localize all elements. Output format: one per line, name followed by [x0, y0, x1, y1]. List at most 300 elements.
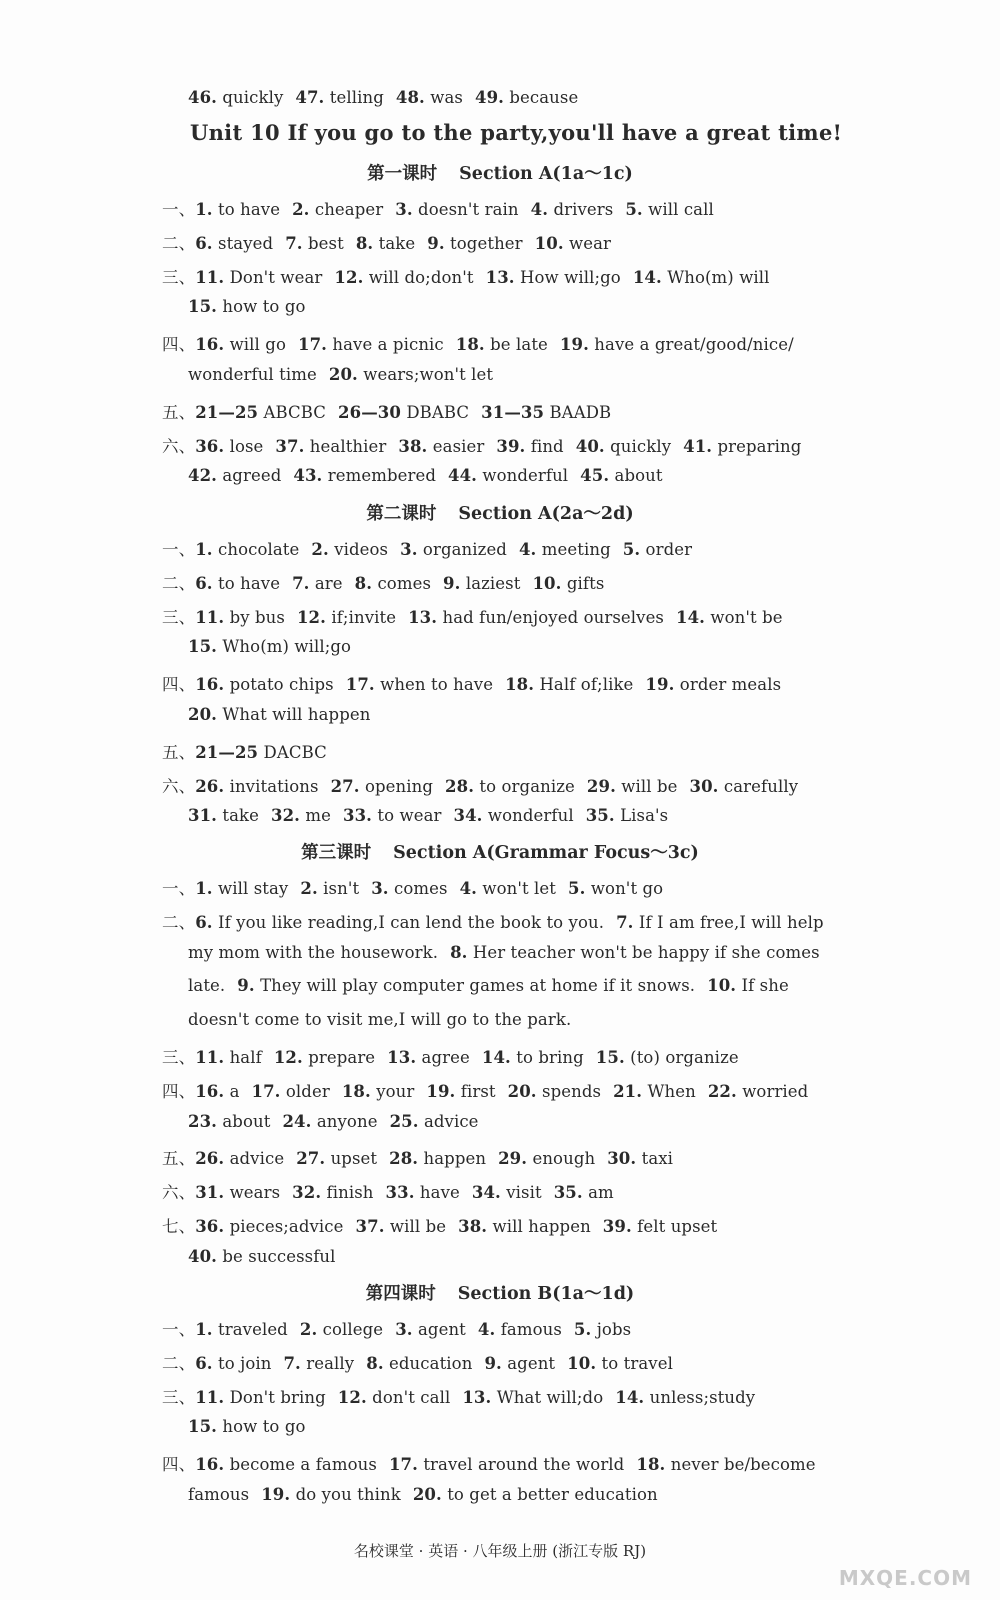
question-number: 15. — [188, 1417, 218, 1437]
answer-text: advice — [423, 1111, 479, 1131]
answer-text: worried — [742, 1081, 809, 1101]
question-number: 19. — [426, 1081, 456, 1101]
answer-text: taxi — [641, 1149, 674, 1169]
answer-text: invitations — [229, 776, 319, 796]
answer-text: They will play computer games at home if it snows. — [260, 976, 696, 996]
answer-text: do you think — [295, 1485, 401, 1504]
lesson-label: 第一课时 — [367, 164, 438, 184]
answer-text: how to go — [222, 1417, 306, 1437]
part-label: 一、 — [162, 1320, 196, 1339]
question-number: 41. — [683, 436, 713, 456]
answer-text: a — [229, 1081, 240, 1101]
answer-text: wonderful — [487, 806, 574, 826]
answer-line — [188, 1485, 658, 1504]
answer-text: stayed — [218, 233, 274, 253]
answer-text: have a picnic — [332, 335, 444, 355]
answer-text: agreed — [222, 466, 282, 486]
question-number: 18. — [341, 1081, 371, 1101]
question-number: 11. — [195, 1048, 225, 1067]
question-number: 14. — [481, 1048, 511, 1067]
question-number: 4. — [477, 1320, 496, 1339]
question-number: 38. — [458, 1217, 488, 1236]
answer-text: order — [645, 540, 693, 559]
question-number: 39. — [496, 436, 526, 456]
answer-text: together — [450, 233, 523, 253]
part-label: 五、 — [162, 1149, 196, 1169]
question-number: 11. — [195, 607, 225, 627]
question-number: 11. — [195, 1387, 225, 1407]
answer-text: never be/become — [670, 1455, 816, 1475]
answer-text: DBABC — [406, 402, 470, 422]
answer-text: If she — [741, 976, 789, 996]
answer-text: agent — [507, 1353, 556, 1373]
answer-text: will happen — [492, 1217, 591, 1236]
answer-text: won't be — [710, 607, 783, 627]
answer-line — [162, 1145, 673, 1169]
question-number: 18. — [505, 675, 535, 695]
question-number: 28. — [389, 1149, 419, 1169]
question-number: 24. — [282, 1111, 312, 1131]
question-number: 11. — [195, 267, 225, 287]
answer-line — [188, 466, 663, 485]
question-number: 49. — [475, 88, 505, 107]
question-number: 26. — [195, 776, 225, 796]
answer-text: wear — [569, 233, 612, 253]
question-number: 32. — [292, 1183, 322, 1203]
question-number: 10. — [707, 976, 737, 996]
question-number: 12. — [337, 1387, 367, 1407]
question-number: 46. — [188, 88, 218, 107]
question-number: 31. — [188, 806, 218, 826]
question-number: 36. — [195, 1217, 225, 1236]
answer-text: If you like reading,I can lend the book to you. — [218, 912, 605, 932]
question-number: 30. — [607, 1149, 637, 1169]
part-label: 三、 — [162, 267, 196, 287]
question-number: 33. — [385, 1183, 415, 1203]
answer-text: travel around the world — [423, 1455, 625, 1475]
answer-text: education — [389, 1353, 473, 1373]
question-number: 36. — [195, 436, 225, 456]
answer-line — [188, 637, 351, 656]
answer-text: opening — [364, 776, 434, 796]
question-number: 3. — [400, 540, 418, 559]
answer-line — [162, 264, 770, 288]
question-number: 10. — [567, 1353, 597, 1373]
answer-line — [162, 1179, 614, 1203]
answer-line — [162, 1451, 816, 1475]
question-number: 5. — [625, 200, 643, 219]
question-number: 23. — [188, 1111, 218, 1131]
question-number: 8. — [366, 1353, 384, 1373]
answer-text: are — [314, 573, 343, 593]
question-number: 7. — [616, 912, 634, 932]
answer-text: take — [378, 233, 416, 253]
part-label: 六、 — [162, 1183, 196, 1203]
question-number: 18. — [455, 335, 485, 355]
section-title — [0, 1280, 1000, 1305]
answer-line — [162, 1213, 717, 1237]
answer-line — [188, 1417, 306, 1436]
answer-text: quickly — [610, 436, 672, 456]
watermark: MXQE.COM — [838, 1566, 972, 1590]
answer-text: isn't — [323, 879, 360, 898]
question-number: 15. — [188, 297, 218, 317]
answer-text: agree — [421, 1048, 470, 1067]
question-number: 1. — [195, 200, 213, 219]
answer-line — [162, 399, 611, 423]
question-number: 9. — [443, 573, 461, 593]
question-number: 30. — [689, 776, 719, 796]
question-number: 31—35 — [481, 402, 545, 422]
answer-line — [162, 570, 604, 594]
answer-line — [162, 433, 801, 457]
question-number: 37. — [275, 436, 305, 456]
answer-text: wears — [229, 1183, 281, 1203]
question-number: 14. — [632, 267, 662, 287]
part-label: 四、 — [162, 675, 196, 695]
answer-line — [162, 536, 692, 560]
question-number: 12. — [334, 267, 364, 287]
answer-line — [162, 909, 824, 933]
question-number: 34. — [471, 1183, 501, 1203]
question-number: 32. — [271, 806, 301, 826]
answer-text: to organize — [479, 776, 575, 796]
question-number: 35. — [585, 806, 615, 826]
section-title — [0, 839, 1000, 864]
answer-text: will call — [648, 200, 714, 219]
answer-text: take — [222, 806, 260, 826]
part-label: 五、 — [162, 402, 196, 422]
question-number: 19. — [645, 675, 675, 695]
question-number: 12. — [273, 1048, 303, 1067]
question-number: 38. — [398, 436, 428, 456]
question-number: 20. — [328, 365, 358, 384]
question-number: 17. — [297, 335, 327, 355]
answer-text: What will happen — [222, 705, 371, 724]
answer-text: healthier — [309, 436, 387, 456]
answer-text: wears;won't let — [363, 365, 494, 384]
answer-line — [188, 88, 578, 107]
answer-text: Don't wear — [229, 267, 323, 287]
answer-text: What will;do — [496, 1387, 604, 1407]
answer-text: will be — [621, 776, 678, 796]
question-number: 35. — [553, 1183, 583, 1203]
answer-text: chocolate — [218, 540, 300, 559]
question-number: 26—30 — [338, 402, 401, 422]
part-label: 三、 — [162, 607, 196, 627]
part-label: 二、 — [162, 573, 196, 593]
question-number: 8. — [355, 233, 374, 253]
answer-text: laziest — [465, 573, 521, 593]
answer-line — [188, 365, 493, 384]
answer-text: visit — [506, 1183, 542, 1203]
answer-line — [162, 875, 663, 899]
answer-text: will be — [389, 1217, 447, 1236]
answer-text: comes — [394, 879, 448, 898]
answer-text: am — [588, 1183, 614, 1203]
answer-text: won't let — [482, 879, 557, 898]
answer-text: traveled — [218, 1320, 288, 1339]
question-number: 13. — [485, 267, 515, 287]
answer-line — [188, 705, 370, 724]
question-number: 3. — [395, 1320, 413, 1339]
question-number: 12. — [296, 607, 326, 627]
answer-text: order meals — [679, 675, 782, 695]
part-label: 一、 — [162, 200, 196, 219]
answer-text: to bring — [516, 1048, 584, 1067]
answer-text: gifts — [566, 573, 605, 593]
question-number: 8. — [450, 942, 468, 962]
answer-text: enough — [532, 1149, 596, 1169]
answer-text: famous — [188, 1485, 250, 1504]
part-label: 一、 — [162, 540, 196, 559]
question-number: 18. — [636, 1455, 666, 1475]
question-number: 44. — [447, 466, 477, 486]
answer-text: preparing — [717, 436, 802, 456]
answer-text: half — [229, 1048, 262, 1067]
answer-text: When — [647, 1081, 696, 1101]
answer-text: will stay — [218, 879, 289, 898]
question-number: 6. — [195, 912, 213, 932]
question-number: 15. — [188, 637, 218, 657]
question-number: 25. — [389, 1111, 419, 1131]
question-number: 9. — [427, 233, 445, 253]
answer-text: doesn't come to visit me,I will go to the park. — [188, 1010, 572, 1030]
answer-text: prepare — [308, 1048, 376, 1067]
question-number: 40. — [188, 1246, 218, 1266]
question-number: 21. — [613, 1081, 643, 1101]
answer-text: remembered — [327, 466, 436, 486]
question-number: 1. — [195, 1320, 213, 1339]
answer-line — [188, 1247, 336, 1266]
answer-text: to get a better education — [447, 1485, 658, 1504]
question-number: 10. — [532, 573, 562, 593]
question-number: 40. — [575, 436, 605, 456]
part-label: 四、 — [162, 335, 196, 355]
question-number: 21—25 — [195, 742, 259, 762]
answer-text: organized — [422, 540, 507, 559]
question-number: 5. — [568, 879, 586, 898]
question-number: 22. — [707, 1081, 737, 1101]
answer-text: be successful — [222, 1246, 336, 1266]
answer-text: telling — [329, 88, 384, 107]
question-number: 26. — [195, 1149, 225, 1169]
answer-text: if;invite — [331, 607, 397, 627]
question-number: 13. — [387, 1048, 417, 1067]
answer-text: videos — [334, 540, 389, 559]
question-number: 33. — [343, 806, 373, 826]
question-number: 8. — [354, 573, 373, 593]
lesson-label: 第三课时 — [301, 843, 372, 863]
question-number: 1. — [195, 540, 213, 559]
section-label: Section B(1a～1d) — [457, 1284, 635, 1304]
answer-text: become a famous — [229, 1455, 377, 1475]
question-number: 2. — [300, 879, 318, 898]
answer-text: Lisa's — [620, 806, 669, 826]
answer-line — [162, 230, 611, 254]
answer-line — [162, 773, 798, 797]
question-number: 6. — [195, 573, 213, 593]
question-number: 29. — [498, 1149, 528, 1169]
answer-text: DACBC — [263, 742, 327, 762]
answer-text: to have — [218, 200, 281, 219]
answer-line — [162, 331, 794, 355]
answer-text: how to go — [222, 297, 306, 317]
answer-text: find — [530, 436, 564, 456]
part-label: 二、 — [162, 1353, 196, 1373]
answer-text: to wear — [377, 806, 442, 826]
answer-text: wonderful time — [188, 365, 317, 384]
section-label: Section A(1a～1c) — [459, 164, 633, 184]
answer-text: cheaper — [314, 200, 384, 219]
question-number: 4. — [459, 879, 477, 898]
part-label: 二、 — [162, 912, 196, 932]
question-number: 20. — [188, 705, 218, 724]
answer-line — [188, 1112, 479, 1131]
section-label: Section A(Grammar Focus～3c) — [393, 843, 699, 863]
question-number: 17. — [251, 1081, 281, 1101]
question-number: 3. — [371, 879, 389, 898]
question-number: 19. — [559, 335, 589, 355]
answer-text: Half of;like — [539, 675, 634, 695]
answer-line — [162, 739, 327, 763]
question-number: 6. — [195, 233, 213, 253]
answer-line — [162, 1316, 631, 1340]
answer-text: jobs — [596, 1320, 632, 1339]
question-number: 48. — [395, 88, 425, 107]
question-number: 14. — [615, 1387, 645, 1407]
lesson-label: 第二课时 — [366, 504, 437, 524]
question-number: 19. — [261, 1485, 291, 1504]
part-label: 四、 — [162, 1455, 196, 1475]
answer-text: advice — [229, 1149, 285, 1169]
answer-text: drivers — [553, 200, 614, 219]
answer-text: be late — [490, 335, 548, 355]
section-label: Section A(2a～2d) — [458, 504, 634, 524]
answer-text: me — [305, 806, 332, 826]
question-number: 10. — [534, 233, 564, 253]
question-number: 4. — [518, 540, 537, 559]
part-label: 一、 — [162, 879, 196, 898]
question-number: 20. — [412, 1485, 442, 1504]
answer-text: to travel — [601, 1353, 673, 1373]
answer-text: upset — [330, 1149, 378, 1169]
answer-text: first — [460, 1081, 496, 1101]
answer-text: doesn't rain — [418, 200, 519, 219]
answer-text: If I am free,I will help — [638, 912, 824, 932]
answer-text: my mom with the housework. — [188, 942, 439, 962]
answer-text: ABCBC — [263, 402, 327, 422]
answer-text: don't call — [372, 1387, 451, 1407]
page-footer: 名校课堂 · 英语 · 八年级上册 (浙江专版 RJ) — [353, 1542, 647, 1560]
answer-text: unless;study — [649, 1387, 756, 1407]
answer-text: had fun/enjoyed ourselves — [442, 607, 665, 627]
question-number: 2. — [292, 200, 310, 219]
answer-text: Who(m) will — [667, 267, 770, 287]
answer-text: will do;don't — [368, 267, 474, 287]
question-number: 21—25 — [195, 402, 259, 422]
question-number: 2. — [299, 1320, 318, 1339]
question-number: 17. — [388, 1455, 418, 1475]
answer-text: BAADB — [549, 402, 612, 422]
answer-line — [188, 1010, 571, 1029]
answer-text: will go — [229, 335, 286, 355]
answer-text: agent — [417, 1320, 466, 1339]
answer-text: best — [307, 233, 344, 253]
part-label: 三、 — [162, 1387, 196, 1407]
answer-line — [188, 976, 789, 995]
answer-line — [162, 1078, 808, 1102]
section-title — [0, 160, 1000, 185]
question-number: 7. — [292, 573, 310, 593]
question-number: 14. — [676, 607, 706, 627]
answer-line — [162, 671, 781, 695]
question-number: 20. — [507, 1081, 537, 1101]
answer-text: happen — [423, 1149, 487, 1169]
part-label: 四、 — [162, 1081, 196, 1101]
answer-line — [188, 806, 668, 825]
answer-text: really — [306, 1353, 355, 1373]
answer-text: anyone — [316, 1111, 378, 1131]
question-number: 39. — [602, 1217, 632, 1236]
part-label: 六、 — [162, 436, 196, 456]
question-number: 3. — [395, 200, 413, 219]
answer-text: quickly — [222, 88, 284, 107]
question-number: 16. — [195, 335, 225, 355]
answer-text: potato chips — [229, 675, 334, 695]
answer-text: finish — [326, 1183, 374, 1203]
question-number: 42. — [188, 466, 218, 486]
answer-text: (to) organize — [630, 1048, 739, 1067]
answer-text: Her teacher won't be happy if she comes — [472, 942, 820, 962]
answer-line — [162, 1384, 755, 1408]
answer-line — [162, 1350, 673, 1374]
question-number: 15. — [595, 1048, 625, 1067]
answer-line — [162, 604, 783, 628]
part-label: 五、 — [162, 742, 196, 762]
answer-text: Don't bring — [229, 1387, 326, 1407]
answer-line — [188, 943, 820, 962]
answer-text: late. — [188, 976, 226, 996]
answer-text: about — [614, 466, 663, 486]
unit-title: Unit 10 If you go to the party,you'll have a great time! — [190, 120, 843, 145]
question-number: 5. — [622, 540, 641, 559]
answer-text: meeting — [541, 540, 611, 559]
question-number: 9. — [484, 1353, 502, 1373]
question-number: 7. — [285, 233, 303, 253]
answer-text: when to have — [380, 675, 494, 695]
part-label: 七、 — [162, 1217, 196, 1236]
question-number: 2. — [311, 540, 329, 559]
answer-text: Who(m) will;go — [222, 637, 352, 657]
answer-text: older — [285, 1081, 330, 1101]
answer-text: spends — [542, 1081, 602, 1101]
question-number: 27. — [296, 1149, 326, 1169]
question-number: 27. — [330, 776, 360, 796]
question-number: 13. — [462, 1387, 492, 1407]
part-label: 六、 — [162, 776, 196, 796]
part-label: 三、 — [162, 1048, 196, 1067]
answer-line — [188, 297, 306, 316]
question-number: 6. — [195, 1353, 213, 1373]
question-number: 7. — [283, 1353, 301, 1373]
question-number: 34. — [453, 806, 483, 826]
question-number: 5. — [573, 1320, 592, 1339]
question-number: 47. — [295, 88, 325, 107]
answer-text: How will;go — [520, 267, 621, 287]
answer-text: to have — [218, 573, 281, 593]
answer-line — [162, 196, 714, 220]
